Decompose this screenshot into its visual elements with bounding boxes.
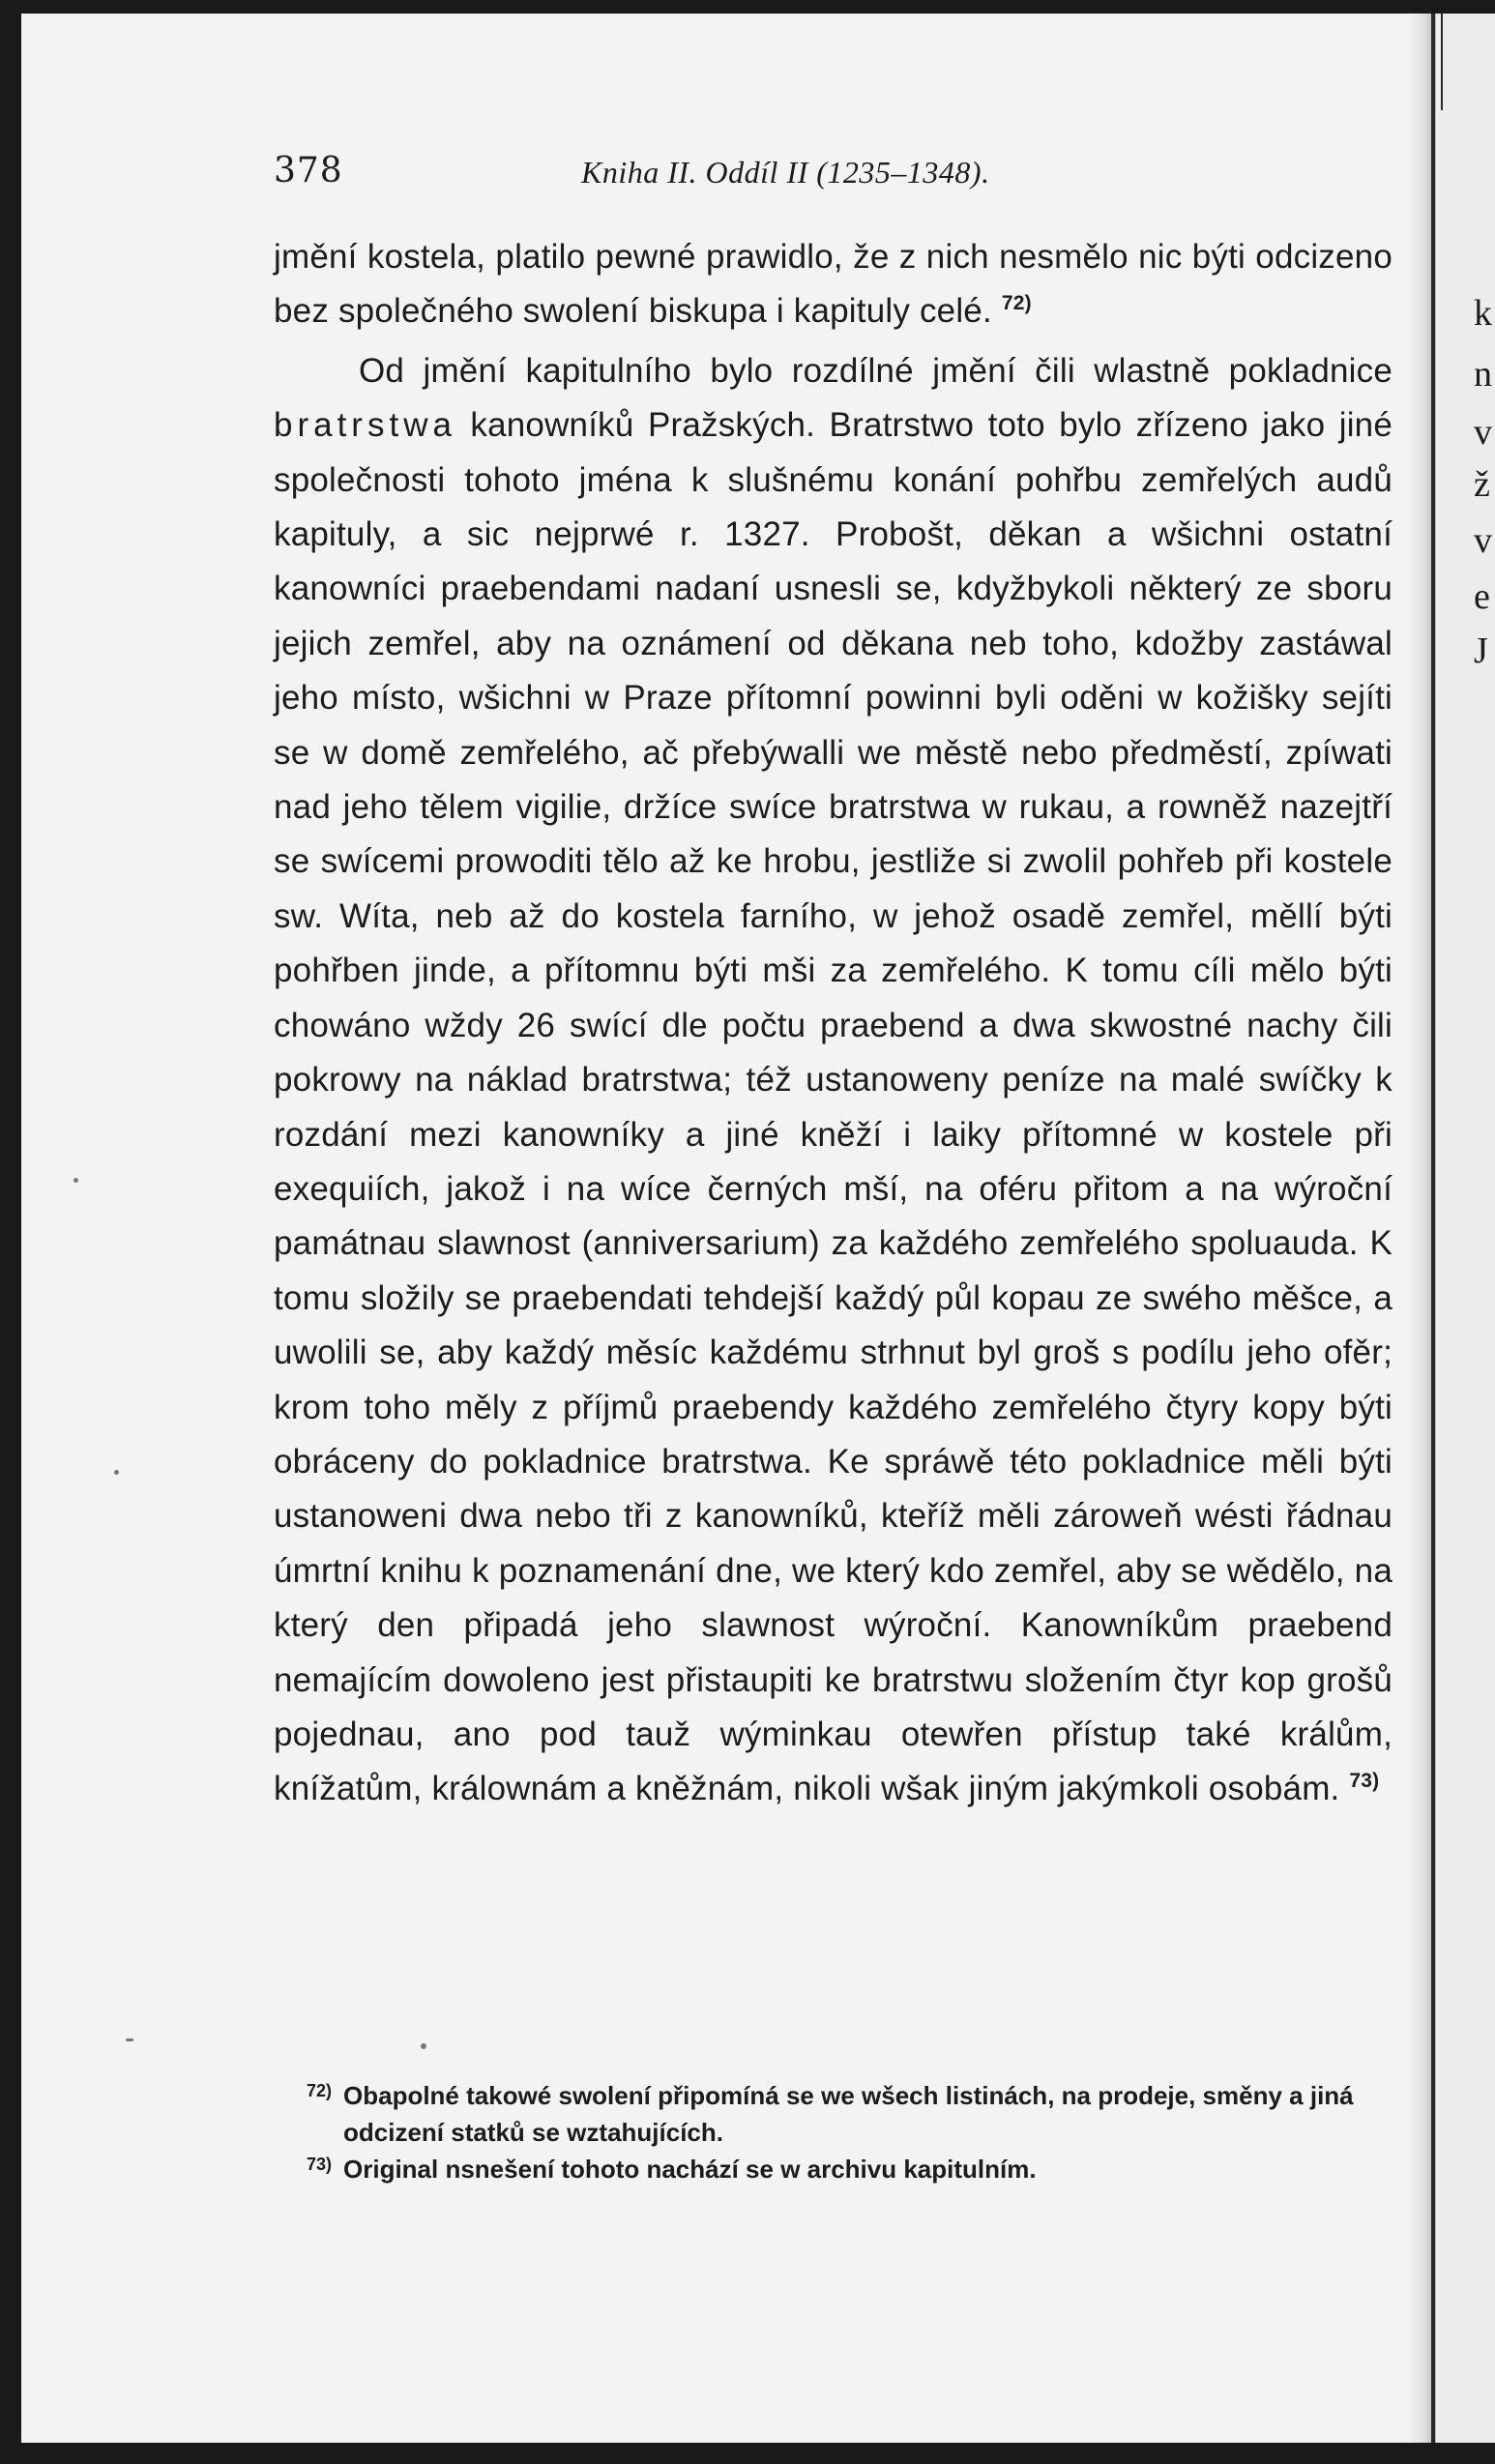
facing-page-letter: n <box>1474 354 1492 395</box>
footnote-number: 73) <box>306 2155 332 2174</box>
facing-page-letter: ž <box>1474 464 1490 505</box>
emphasized-word: bratrstwa <box>274 406 456 445</box>
paragraph-text: Od jmění kapitulního bylo rozdílné jmění čili wlastně pokladnice <box>359 351 1392 390</box>
paper-speck <box>73 1178 78 1183</box>
gutter-line <box>1431 14 1435 2443</box>
facing-page-letter: v <box>1474 520 1492 561</box>
footnote <box>274 2151 1392 2187</box>
paper-speck <box>114 1470 119 1475</box>
paragraph <box>274 230 1392 344</box>
page-number: 378 <box>274 151 343 191</box>
footnote-ref: 72) <box>1001 292 1032 315</box>
facing-page-letter: J <box>1474 631 1488 671</box>
footnote-number: 72) <box>306 2081 332 2100</box>
paper-speck <box>126 2039 133 2041</box>
footnote-mark <box>274 2151 341 2190</box>
paper-speck <box>421 2043 426 2049</box>
footnote <box>274 2077 1392 2151</box>
footnote-ref: 73) <box>1349 1770 1380 1793</box>
facing-page-letter: k <box>1474 293 1492 334</box>
scan-frame-left <box>0 0 21 2464</box>
facing-page-letter: v <box>1474 412 1492 453</box>
scan-frame-bottom <box>0 2443 1495 2464</box>
paragraph-text: jmění kostela, platilo pewné prawidlo, že z nich nesmělo nic býti odcizeno bez společného swolení biskupa i kapituly celé. <box>274 238 1392 331</box>
footnote-text: Original nsnešení tohoto nachází se w archivu kapitulním. <box>343 2155 1037 2184</box>
footnote-text: Obapolné takowé swolení připomíná se we wšech listinách, na prodeje, směny a jiná odcizení statků se wztahujících. <box>343 2081 1354 2147</box>
facing-page-letter: e <box>1474 576 1490 617</box>
paragraph <box>274 344 1392 1822</box>
body-text <box>274 230 1392 1822</box>
page-header <box>274 151 1395 199</box>
running-head: Kniha II. Oddíl II (1235–1348). <box>581 155 990 190</box>
paragraph-text: kanowníků Pražských. Bratrstwo toto bylo zřízeno jako jiné společnosti tohoto jména k slušnému konání pohřbu zemřelých audů kapituly, a sic nejprwé r. 1327. Probošt, děkan a wšichni ostatní kanowníci praebendami nadaní usnesli se, kdyžbykoli některý ze sboru jejich zemřel, aby na oznámení od děkana neb toho, kdožby zastáwal jeho místo, wšichni w Praze přítomní powinni byli oděni w kožišky sejíti se w domě zemřelého, ač přebýwalli we městě nebo předměstí, zpíwati nad jeho tělem vigilie, držíce swíce bratrstwa w rukau, a rowněž nazejtří se swícemi prowoditi tělo až ke hrobu, jestliže si zwolil pohřeb při kostele sw. Wíta, neb až do kostela farního, w jehož osadě zemřel, měllí býti pohřben jinde, a přítomnu býti mši za zemřelého. K tomu cíli mělo býti chowáno wždy 26 swící dle počtu praebend a dwa skwostné nachy čili pokrowy na náklad bratrstwa; též ustanoweny peníze na malé swíčky k rozdání mezi kanowníky a jiné kněží i laiky přítomné w kostele při exequiích, jakož i na wíce černých mší, na oféru přitom a na wýroční památnau slawnost (anniversarium) za každého zemřelého spoluauda. K tomu složily se praebendati tehdejší každý půl kopau ze swého měšce, a uwolili se, aby každý měsíc každému strhnut byl groš s podílu jeho ofěr; krom toho měly z příjmů praebendy každého zemřelého čtyry kopy býti obráceny do pokladnice bratrstwa. Ke spráwě této pokladnice měli býti ustanoweni dwa nebo tři z kanowníků, kteříž měli zároweň wésti řádnau úmrtní knihu k poznamenání dne, we který kdo zemřel, aby se wědělo, na který den připadá jeho slawnost wýroční. Kanowníkům praebend nemajícím dowoleno jest přistaupiti ke bratrstwu složením čtyr kop grošů pojednau, ano pod tauž wýminkau otewřen přístup také králům, knížatům, králownám a kněžnám, nikoli wšak jiným jakýmkoli osobám. <box>274 406 1392 1808</box>
footnote-mark <box>274 2077 341 2117</box>
gutter-line-secondary <box>1441 14 1443 110</box>
scan-frame-top <box>0 0 1495 14</box>
footnotes <box>274 2077 1392 2187</box>
